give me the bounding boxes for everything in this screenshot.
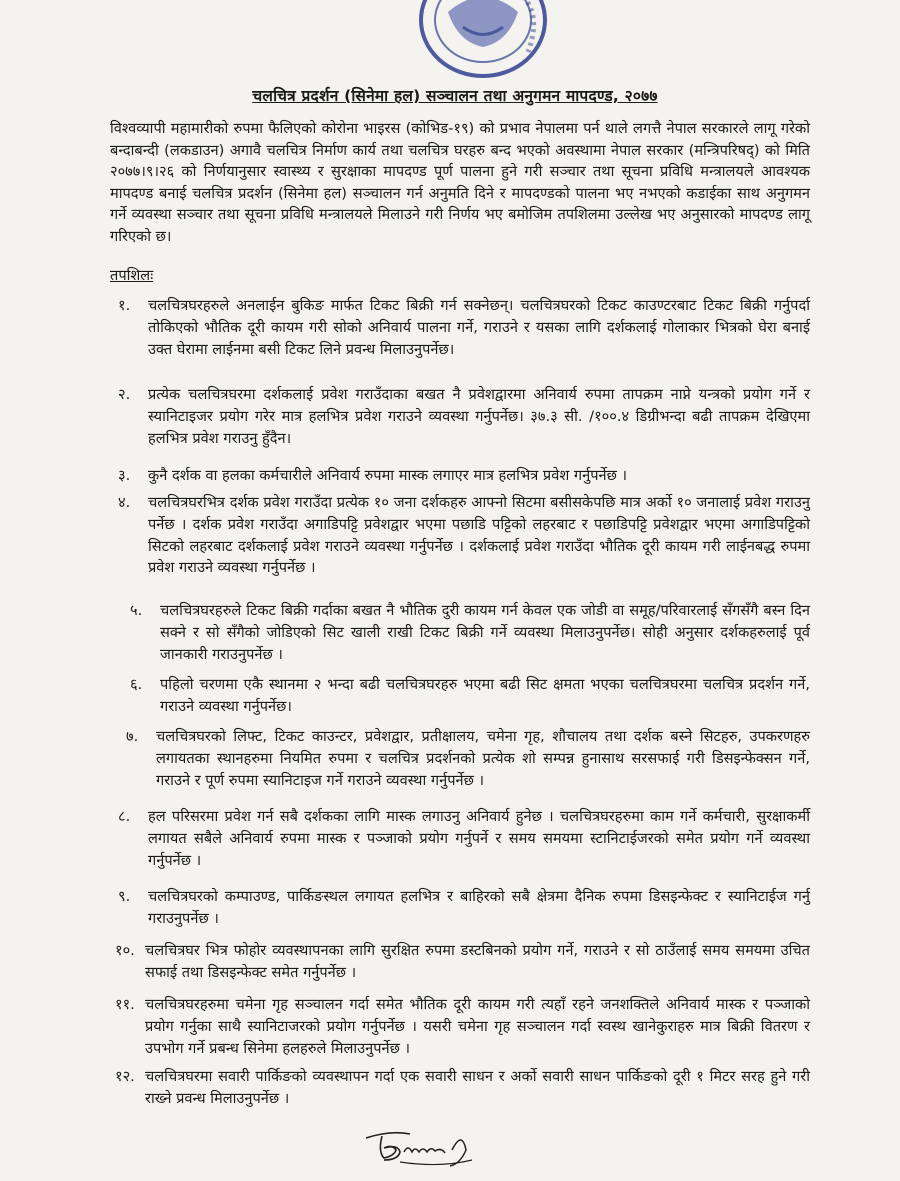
item-number: ७. — [126, 728, 139, 745]
item-text: चलचित्रघरमा सवारी पार्किङको व्यवस्थापन गर्दा एक सवारी साधन र अर्को सवारी साधन पार्किङको दूरी १ मिटर सरह हुने गरी राख्ने प्रवन्ध मिलाउनुपर्नेछ । — [145, 1068, 810, 1107]
list-item — [118, 384, 810, 449]
official-seal — [408, 0, 558, 82]
item-text: हल परिसरमा प्रवेश गर्न सबै दर्शकका लागि मास्क लगाउनु अनिवार्य हुनेछ । चलचित्रघरहरुमा काम गर्ने कर्मचारी, सुरक्षाकर्मी लगायत सबैले अनिवार्य रुपमा मास्क र पञ्जाको प्रयोग गर्नुपर्ने र समय समयमा स्टानिटाईजरको समेत प्रयोग गर्ने व्यवस्था गर्नुपर्नेछ । — [148, 808, 810, 869]
list-item — [118, 886, 810, 930]
list-item — [118, 806, 810, 871]
item-number: ५. — [130, 602, 143, 619]
item-text: चलचित्रघरभित्र दर्शक प्रवेश गराउँदा प्रत्येक १० जना दर्शकहरु आफ्नो सिटमा बसीसकेपछि मात्र अर्को १० जनालाई प्रवेश गराउनु पर्नेछ । दर्शक प्रवेश गराउँदा अगाडिपट्टि प्रवेशद्वार भएमा पछाडि पट्टिको लहरबाट र पछाडिपट्टि प्रवेशद्वार भएमा अगाडिपट्टिको सिटको लहरबाट दर्शकलाई प्रवेश गराउने व्यवस्था गर्नुपर्नेछ । दर्शकलाई प्रवेश गराउँदा भौतिक दूरी कायम गरी लाईनबद्ध रुपमा प्रवेश गराउने व्यवस्था गर्नुपर्नेछ । — [148, 494, 810, 577]
list-item — [126, 726, 810, 791]
list-item — [130, 674, 810, 718]
item-number: ३. — [118, 467, 131, 484]
item-number: ८. — [118, 808, 131, 825]
item-text: चलचित्रघर भित्र फोहोर व्यवस्थापनका लागि सुरक्षित रुपमा डस्टबिनको प्रयोग गर्ने, गराउने र सो ठाउँलाई समय समयमा उचित सफाई तथा डिसइन्फेक्ट समेत गर्नुपर्नेछ । — [145, 942, 810, 981]
list-item — [118, 295, 810, 360]
item-text: चलचित्रघरको लिफ्ट, टिकट काउन्टर, प्रवेशद्वार, प्रतीक्षालय, चमेना गृह, शौचालय तथा दर्शक बस्ने सिटहरु, उपकरणहरु लगायतका स्थानहरुमा नियमित रुपमा र चलचित्र प्रदर्शनको प्रत्येक शो सम्पन्न हुनासाथ सरसफाई गरी डिसइन्फेक्सन गर्ने, गराउने र पूर्ण रुपमा स्यानिटाइज गर्ने गराउने व्यवस्था गर्नुपर्नेछ । — [156, 728, 810, 789]
item-text: कुनै दर्शक वा हलका कर्मचारीले अनिवार्य रुपमा मास्क लगाएर मात्र हलभित्र प्रवेश गर्नुपर्नेछ । — [148, 467, 627, 484]
list-item — [130, 600, 810, 665]
list-item — [115, 994, 810, 1059]
item-number: १०. — [115, 942, 135, 959]
list-item — [118, 465, 810, 487]
item-number: ४. — [118, 494, 131, 511]
item-number: ९. — [118, 888, 131, 905]
list-item — [115, 940, 810, 984]
section-heading: तपशिलः — [110, 267, 154, 284]
item-number: ११. — [115, 996, 135, 1013]
document-title: चलचित्र प्रदर्शन (सिनेमा हल) सञ्चालन तथा अनुगमन मापदण्ड, २०७७ — [252, 87, 658, 105]
item-text: चलचित्रघरहरुले टिकट बिक्री गर्दाका बखत नै भौतिक दुरी कायम गर्न केवल एक जोडी वा समूह/परिवारलाई सँगसँगै बस्न दिन सक्ने र सो सँगैको जोडिएको सिट खाली राखी टिकट बिक्री गर्ने व्यवस्था मिलाउनुपर्नेछ। सोही अनुसार दर्शकहरुलाई पूर्व जानकारी गराउनुपर्नेछ । — [160, 602, 810, 663]
list-item — [115, 1066, 810, 1110]
list-item — [118, 492, 810, 579]
intro-paragraph: विश्वव्यापी महामारीको रुपमा फैलिएको कोरोना भाइरस (कोभिड-१९) को प्रभाव नेपालमा पर्न थाले लगत्तै नेपाल सरकारले लागू गरेको बन्दाबन्दी (लकडाउन) अगावै चलचित्र निर्माण कार्य तथा चलचित्र घरहरु बन्द भएको अवस्थामा नेपाल सरकार (मन्त्रिपरिषद्) को मिति २०७७।९।२६ को निर्णयानुसार स्वास्थ्य र सुरक्षाका मापदण्ड पूर्ण पालना हुने गरी सञ्चार तथा सूचना प्रविधि मन्त्रालयले आवश्यक मापदण्ड बनाई चलचित्र प्रदर्शन (सिनेमा हल) सञ्चालन गर्न अनुमति दिने र मापदण्डको पालना भए नभएको कडाईका साथ अनुगमन गर्ने व्यवस्था सञ्चार तथा सूचना प्रविधि मन्त्रालयले मिलाउने गरी निर्णय भए बमोजिम तपशिलमा उल्लेख भए अनुसारको मापदण्ड लागू गरिएको छ। — [110, 120, 810, 245]
item-text: चलचित्रघरहरुले अनलाईन बुकिङ मार्फत टिकट बिक्री गर्न सक्नेछन्। चलचित्रघरको टिकट काउण्टरबाट टिकट बिक्री गर्नुपर्दा तोकिएको भौतिक दूरी कायम गरी सोको अनिवार्य पालना गर्ने, गराउने र यसका लागि दर्शकलाई गोलाकार भित्रको घेरा बनाई उक्त घेरामा लाईनमा बसी टिकट लिने प्रवन्ध मिलाउनुपर्नेछ। — [148, 297, 810, 358]
item-number: २. — [118, 386, 131, 403]
item-number: १२. — [115, 1068, 135, 1085]
item-number: ६. — [130, 676, 143, 693]
item-text: चलचित्रघरको कम्पाउण्ड, पार्किङस्थल लगायत हलभित्र र बाहिरको सबै क्षेत्रमा दैनिक रुपमा डिसइन्फेक्ट र स्यानिटाईज गर्नु गराउनुपर्नेछ । — [148, 888, 810, 927]
item-text: प्रत्येक चलचित्रघरमा दर्शकलाई प्रवेश गराउँदाका बखत नै प्रवेशद्वारमा अनिवार्य रुपमा तापक्रम नाप्ने यन्त्रको प्रयोग गर्ने र स्यानिटाइजर प्रयोग गरेर मात्र हलभित्र प्रवेश गराउने व्यवस्था गर्नुपर्नेछ। ३७.३ सी. /१००.४ डिग्रीभन्दा बढी तापक्रम देखिएमा हलभित्र प्रवेश गराउनु हुँदैन। — [148, 386, 810, 447]
item-text: चलचित्रघरहरुमा चमेना गृह सञ्चालन गर्दा समेत भौतिक दूरी कायम गरी त्यहाँ रहने जनशक्तिले अनिवार्य मास्क र पञ्जाको प्रयोग गर्नुका साथै स्यानिटाजरको प्रयोग गर्नुपर्नेछ । यसरी चमेना गृह सञ्चालन गर्दा स्वस्थ खानेकुराहरु मात्र बिक्री वितरण र उपभोग गर्ने प्रबन्ध सिनेमा हलहरुले मिलाउनुपर्नेछ । — [145, 996, 810, 1057]
item-number: १. — [118, 297, 131, 314]
handwritten-signature — [360, 1118, 490, 1174]
item-text: पहिलो चरणमा एकै स्थानमा २ भन्दा बढी चलचित्रघरहरु भएमा बढी सिट क्षमता भएका चलचित्रघरमा चलचित्र प्रदर्शन गर्ने, गराउने व्यवस्था गर्नुपर्नेछ। — [160, 676, 810, 715]
